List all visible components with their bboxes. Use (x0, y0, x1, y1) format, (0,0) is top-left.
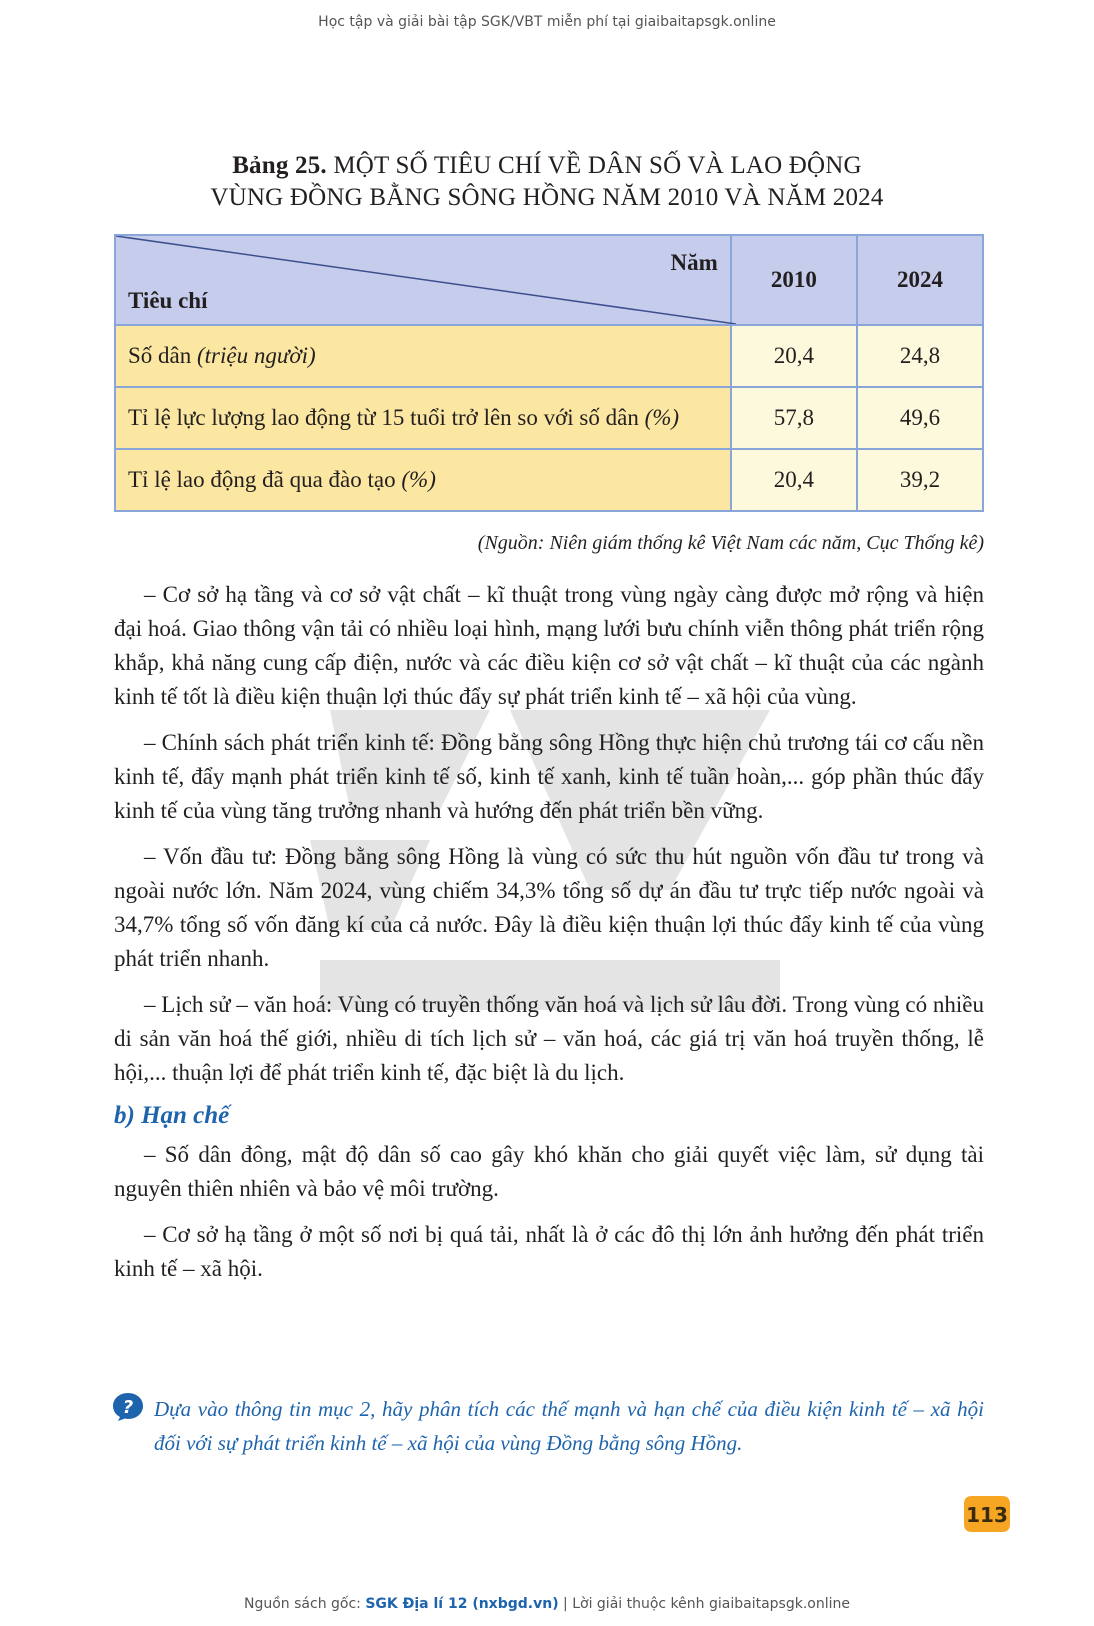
footer-prefix: Nguồn sách gốc: (244, 1596, 366, 1612)
question-box (114, 1392, 984, 1460)
question-text: Dựa vào thông tin mục 2, hãy phân tích các thế mạnh và hạn chế của điều kiện kinh tế – xã hội đối với sự phát triển kinh tế – xã hội của vùng Đồng bằng sông Hồng. (154, 1397, 984, 1455)
year-header-2024: 2024 (857, 235, 983, 325)
footer-suffix: | Lời giải thuộc kênh giaibaitapsgk.online (558, 1596, 850, 1612)
table-source: (Nguồn: Niên giám thống kê Việt Nam các năm, Cục Thống kê) (477, 532, 984, 554)
row-label: Số dân (triệu người) (115, 325, 731, 387)
corner-cell (115, 235, 731, 325)
table-row (115, 387, 983, 449)
table-row (115, 325, 983, 387)
value-2010: 20,4 (731, 325, 857, 387)
paragraph: – Chính sách phát triển kinh tế: Đồng bằng sông Hồng thực hiện chủ trương tái cơ cấu nền kinh tế, đẩy mạnh phát triển kinh tế số, kinh tế xanh, kinh tế tuần hoàn,... góp phần thúc đẩy kinh tế của vùng tăng trưởng nhanh và hướng đến phát triển bền vững. (114, 730, 984, 823)
paragraph: – Vốn đầu tư: Đồng bằng sông Hồng là vùng có sức thu hút nguồn vốn đầu tư trong và ngoài nước lớn. Năm 2024, vùng chiếm 34,3% tổng số dự án đầu tư trực tiếp nước ngoài và 34,7% tổng số vốn đăng kí của cả nước. Đây là điều kiện thuận lợi thúc đẩy kinh tế của vùng phát triển nhanh. (114, 844, 984, 971)
section-heading: b) Hạn chế (114, 1102, 230, 1129)
table-title (0, 150, 1094, 214)
page-number-badge (962, 1494, 1012, 1534)
svg-text:?: ? (122, 1397, 134, 1418)
footer-note (0, 1596, 1094, 1612)
row-unit: (triệu người) (197, 343, 316, 368)
table-header-row (115, 235, 983, 325)
value-2010: 57,8 (731, 387, 857, 449)
row-unit: (%) (644, 405, 680, 430)
paragraph: – Lịch sử – văn hoá: Vùng có truyền thống văn hoá và lịch sử lâu đời. Trong vùng có nhiều di sản văn hoá thế giới, nhiều di tích lịch sử – văn hoá, các giá trị văn hoá truyền thống, lễ hội,... thuận lợi để phát triển kinh tế, đặc biệt là du lịch. (114, 992, 984, 1085)
row-unit: (%) (401, 467, 436, 492)
limitation-paragraph: – Số dân đông, mật độ dân số cao gây khó khăn cho giải quyết việc làm, sử dụng tài nguyên thiên nhiên và bảo vệ môi trường. (114, 1142, 984, 1201)
limitation-paragraph: – Cơ sở hạ tầng ở một số nơi bị quá tải, nhất là ở các đô thị lớn ảnh hưởng đến phát triển kinh tế – xã hội. (114, 1222, 984, 1281)
value-2024: 39,2 (857, 449, 983, 511)
year-header-2010: 2010 (731, 235, 857, 325)
row-label: Tỉ lệ lực lượng lao động từ 15 tuổi trở lên so với số dân (%) (115, 387, 731, 449)
value-2010: 20,4 (731, 449, 857, 511)
header-note: Học tập và giải bài tập SGK/VBT miễn phí tại giaibaitapsgk.online (318, 14, 776, 30)
value-2024: 24,8 (857, 325, 983, 387)
corner-year-label: Năm (670, 250, 718, 275)
main-content (114, 578, 984, 1298)
question-icon (112, 1392, 144, 1422)
table-title-line2: VÙNG ĐỒNG BẰNG SÔNG HỒNG NĂM 2010 VÀ NĂM 2024 (210, 184, 884, 211)
footer-book-link[interactable]: SGK Địa lí 12 (nxbgd.vn) (365, 1596, 559, 1612)
corner-criteria-label: Tiêu chí (128, 288, 208, 313)
paragraph: – Cơ sở hạ tầng và cơ sở vật chất – kĩ thuật trong vùng ngày càng được mở rộng và hiện đại hoá. Giao thông vận tải có nhiều loại hình, mạng lưới bưu chính viễn thông phát triển rộng khắp, khả năng cung cấp điện, nước và các điều kiện cơ sở vật chất – kĩ thuật của các ngành kinh tế tốt là điều kiện thuận lợi thúc đẩy sự phát triển kinh tế – xã hội của vùng. (114, 582, 984, 709)
page-number: 113 (966, 1503, 1008, 1527)
corner-diagonal (116, 236, 736, 324)
table-row (115, 449, 983, 511)
table-number: Bảng 25. (232, 152, 327, 179)
value-2024: 49,6 (857, 387, 983, 449)
statistics-table (114, 234, 984, 512)
row-label: Tỉ lệ lao động đã qua đào tạo (%) (115, 449, 731, 511)
table-title-line1: MỘT SỐ TIÊU CHÍ VỀ DÂN SỐ VÀ LAO ĐỘNG (326, 152, 862, 179)
